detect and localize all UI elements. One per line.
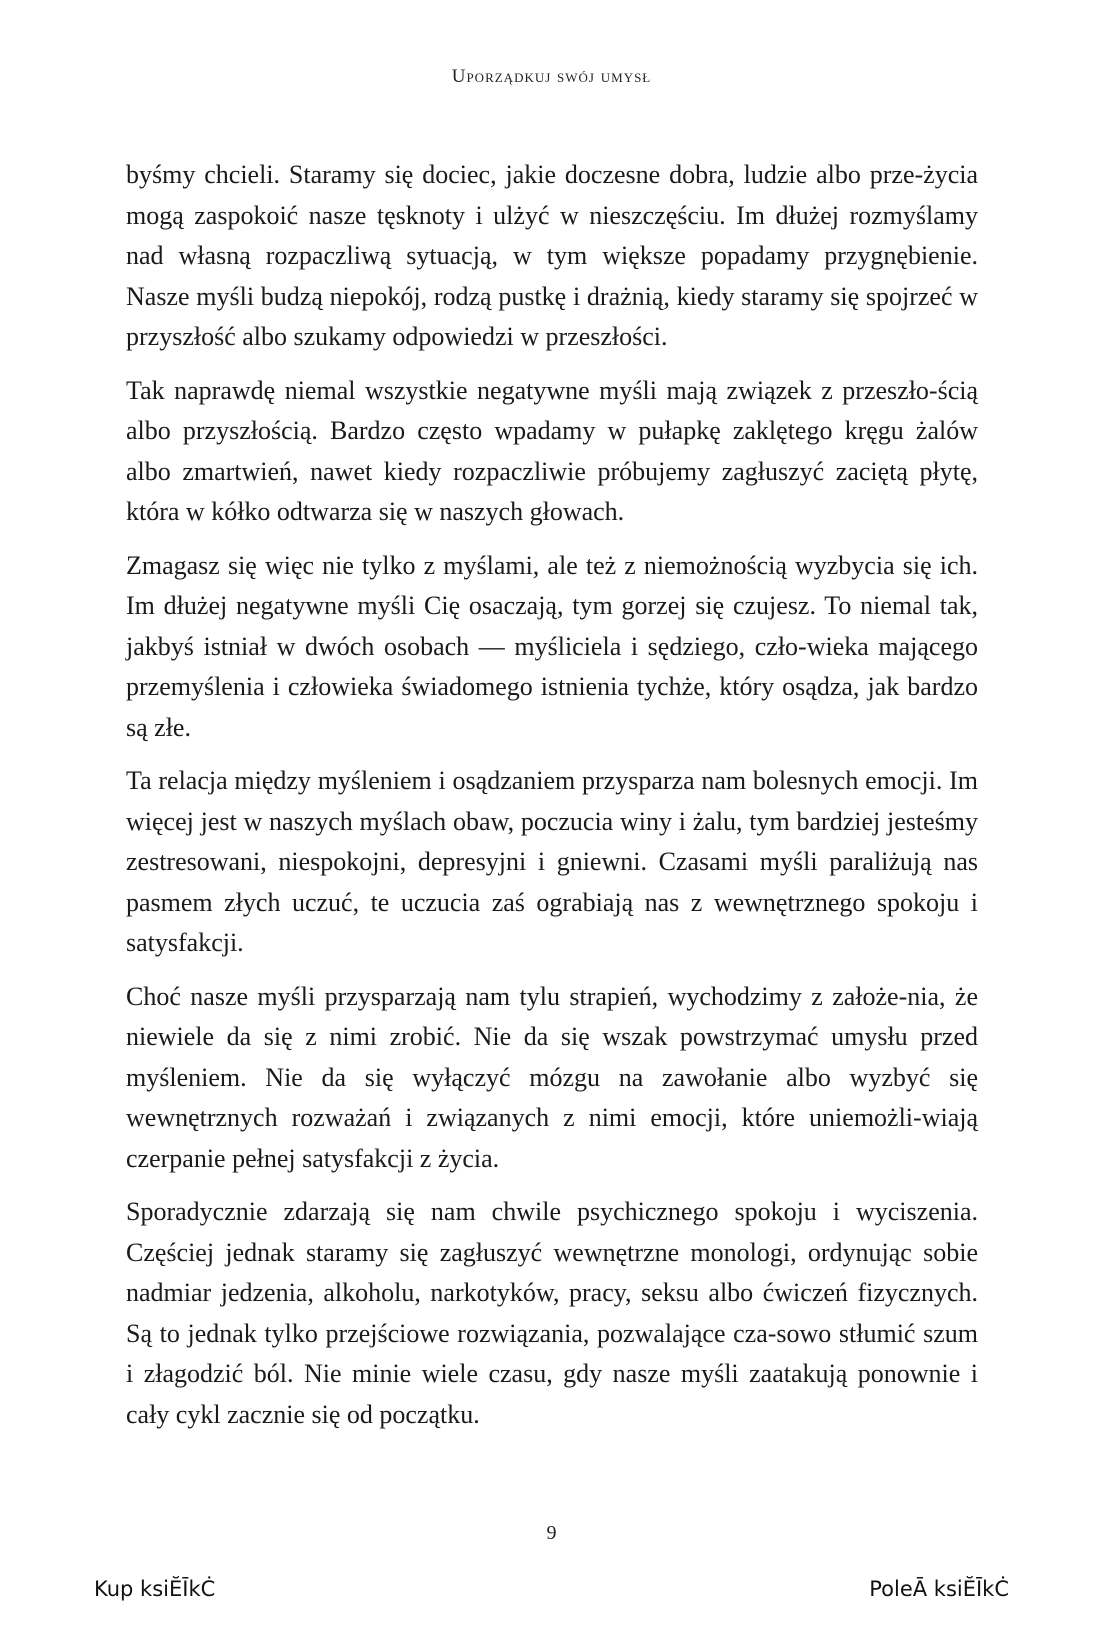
page-number: 9 bbox=[546, 1522, 557, 1544]
running-head: Uporządkuj swój umysł bbox=[451, 66, 652, 87]
paragraph-1: byśmy chcieli. Staramy się dociec, jakie doczesne dobra, ludzie albo prze-życia mogą zaspokoić nasze tęsknoty i ulżyć w nieszczęściu. Im dłużej rozmyślamy nad własną rozpaczliwą sytuacją, w tym większe popadamy przygnębienie. Nasze myśli budzą niepokój, rodzą pustkę i drażnią, kiedy staramy się spojrzeć w przyszłość albo szukamy odpowiedzi w przeszłości. bbox=[126, 160, 978, 351]
paragraph-5: Choć nasze myśli przysparzają nam tylu strapień, wychodzimy z założe-nia, że niewiele da się z nimi zrobić. Nie da się wszak powstrzymać umysłu przed myśleniem. Nie da się wyłączyć mózgu na zawołanie albo wyzbyć się wewnętrznych rozważań i związanych z nimi emocji, które uniemożli-wiają czerpanie pełnej satysfakcji z życia. bbox=[126, 981, 978, 1173]
paragraph-6: Sporadycznie zdarzają się nam chwile psychicznego spokoju i wyciszenia. Częściej jednak staramy się zagłuszyć wewnętrzne monologi, ordynując sobie nadmiar jedzenia, alkoholu, narkotyków, pracy, seksu albo ćwiczeń fizycznych. Są to jednak tylko przejściowe rozwiązania, pozwalające cza-sowo stłumić szum i złagodzić ból. Nie minie wiele czasu, gdy nasze myśli zaatakują ponownie i cały cykl zacznie się od początku. bbox=[126, 1197, 978, 1429]
paragraph-2: Tak naprawdę niemal wszystkie negatywne myśli mają związek z przeszło-ścią albo przyszłością. Bardzo często wpadamy w pułapkę zaklętego kręgu żalów albo zmartwień, nawet kiedy rozpaczliwie próbujemy zagłuszyć zaciętą płytę, która w kółko odtwarza się w naszych głowach. bbox=[126, 375, 978, 526]
paragraph-3: Zmagasz się więc nie tylko z myślami, ale też z niemożnością wyzbycia się ich. Im dłużej negatywne myśli Cię osaczają, tym gorzej się czujesz. To niemal tak, jakbyś istniał w dwóch osobach — myśliciela i sędziego, czło-wieka mającego przemyślenia i człowieka świadomego istnienia tychże, który osądza, jak bardzo są złe. bbox=[126, 550, 978, 742]
body-text bbox=[126, 155, 978, 1448]
paragraph-4: Ta relacja między myśleniem i osądzaniem przysparza nam bolesnych emocji. Im więcej jest w naszych myślach obaw, poczucia winy i żalu, tym bardziej jesteśmy zestresowani, niespokojni, depresyjni i gniewni. Czasami myśli paraliżują nas pasmem złych uczuć, te uczucia zaś ograbiają nas z wewnętrznego spokoju i satysfakcji. bbox=[126, 766, 978, 957]
buy-book-link[interactable]: Kup ksiĔĪkĊ bbox=[94, 1577, 216, 1601]
recommend-book-link[interactable]: PoleĀ ksiĔĪkĊ bbox=[869, 1577, 1009, 1601]
